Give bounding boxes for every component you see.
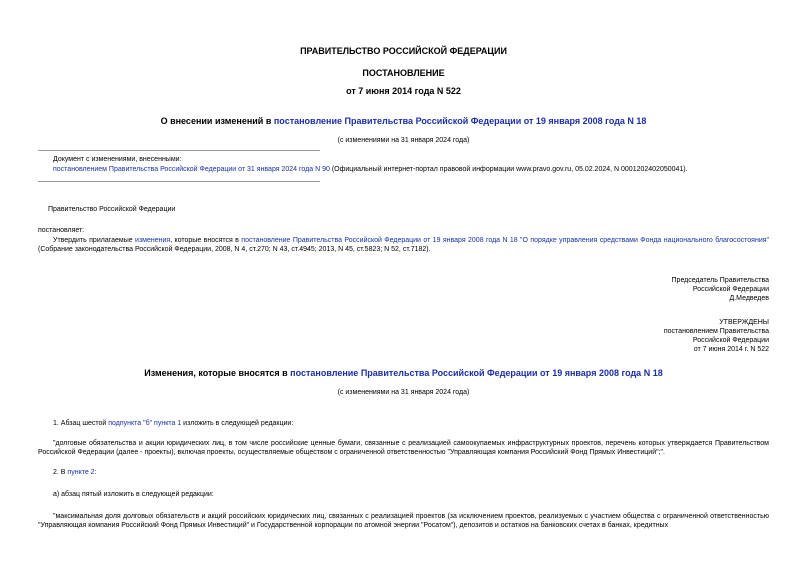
quote-1: "долговые обязательства и акции юридических лиц, в том числе российские ценные бумаги, связанные с реализацией самоокупаемых инфраструктурных проектов, перечень которых утверждается Правительством Российской Федерации (далее - проекты), включая проекты, осуществляемые обществом с ограниченной ответственностью "Управляющая компания Российский Фонд Прямых Инвестиций";". (38, 440, 769, 456)
changes-heading: Документ с изменениями, внесенными: (53, 156, 182, 163)
approved-block (664, 318, 769, 354)
approve-link-changes[interactable]: изменения (135, 237, 171, 244)
document-date: от 7 июня 2014 года N 522 (346, 86, 461, 96)
issuer: Правительство Российской Федерации (48, 206, 176, 213)
changes-list (53, 165, 773, 174)
section-title (0, 368, 807, 379)
item-1 (53, 419, 293, 428)
item-2a: а) абзац пятый изложить в следующей редакции: (53, 491, 214, 498)
signature-line-1: Председатель Правительства (671, 277, 769, 284)
approved-line-3: Российской Федерации (692, 337, 769, 344)
approved-line-4: от 7 июня 2014 г. N 522 (693, 346, 769, 353)
approved-line-1: УТВЕРЖДЕНЫ (719, 319, 769, 326)
edition-note: (с изменениями на 31 января 2024 года) (337, 137, 470, 144)
section-title-prefix: Изменения, которые вносятся в (144, 368, 291, 378)
signature-block (672, 276, 769, 303)
changes-rest: (Официальный интернет-портал правовой информации www.pravo.gov.ru, 05.02.2024, N 0001202402050041). (329, 166, 688, 173)
document-type: ПОСТАНОВЛЕНИЕ (362, 68, 445, 78)
section-edition-note: (с изменениями на 31 января 2024 года) (337, 389, 470, 396)
quote-2: "максимальная доля долговых обязательств и акций российских юридических лиц, связанных с реализацией проектов (за исключением проектов, реализуемых с участием общества с ограниченной ответственностью "Управляющая компания Российский Фонд Прямых Инвестиций" и Государственной корпорации по атомной энергии "Росатом"), депозитов и остатков на банковских счетах в банках, кредитных (38, 513, 769, 529)
signature-line-3: Д.Медведев (729, 295, 769, 302)
approve-text-2: , которые вносятся в (170, 237, 242, 244)
approve-paragraph (38, 236, 769, 254)
changes-top-rule (38, 150, 320, 151)
item-2-link[interactable]: пункте 2 (67, 469, 95, 476)
decrees: постановляет: (38, 227, 85, 234)
item-1-text-b: изложить в следующей редакции: (181, 420, 294, 427)
signature-line-2: Российской Федерации (692, 286, 769, 293)
government-heading: ПРАВИТЕЛЬСТВО РОССИЙСКОЙ ФЕДЕРАЦИИ (300, 46, 507, 56)
changes-link[interactable]: постановлением Правительства Российской Федерации от 31 января 2024 года N 90 (53, 166, 330, 173)
changes-bottom-rule (38, 181, 320, 182)
item-2 (53, 468, 97, 477)
document-title (0, 116, 807, 127)
title-link[interactable]: постановление Правительства Российской Федерации от 19 января 2008 года N 18 (273, 116, 647, 126)
approve-text-3: (Собрание законодательства Российской Федерации, 2008, N 4, ст.270; N 43, ст.4945; 2013, N 45, ст.5823; N 52, ст.7182). (38, 246, 431, 253)
approve-text-1: Утвердить прилагаемые (53, 237, 136, 244)
approved-line-2: постановлением Правительства (663, 328, 769, 335)
item-1-link-subpoint[interactable]: подпункта "б" пункта 1 (108, 420, 182, 427)
section-title-link[interactable]: постановление Правительства Российской Федерации от 19 января 2008 года N 18 (290, 368, 663, 378)
title-prefix: О внесении изменений в (160, 116, 274, 126)
item-1-text-a: 1. Абзац шестой (53, 420, 109, 427)
approve-link-decree[interactable]: постановление Правительства Российской Федерации от 19 января 2008 года N 18 "О порядке управления средствами Фонда национального благосостояния" (241, 237, 770, 244)
item-2-text-b: : (94, 469, 97, 476)
item-2-text-a: 2. В (53, 469, 68, 476)
